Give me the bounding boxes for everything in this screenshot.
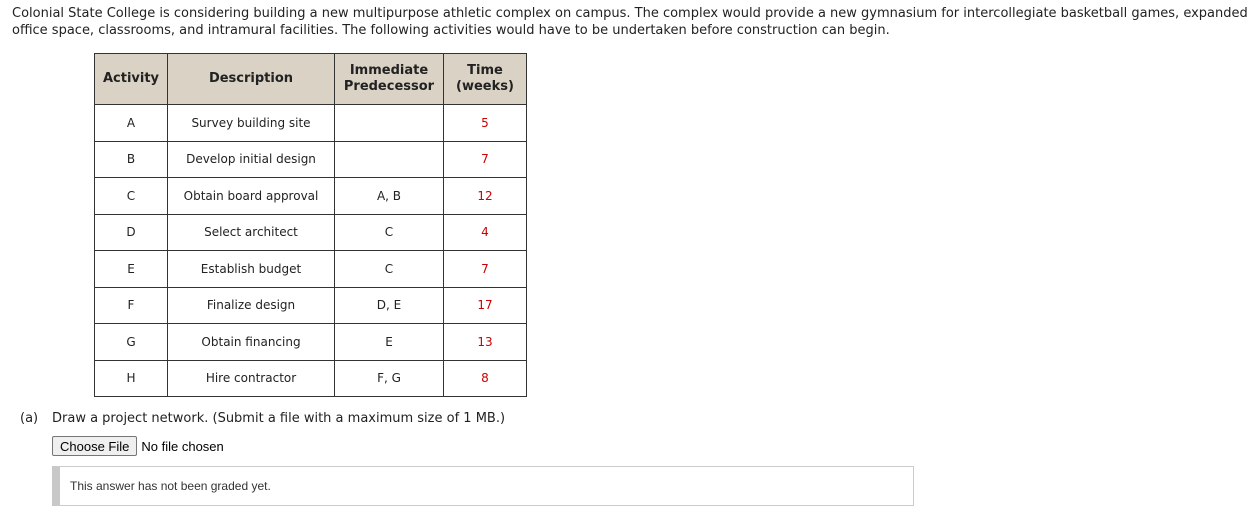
cell-description: Select architect <box>168 214 335 251</box>
file-upload <box>52 436 224 456</box>
cell-predecessor: D, E <box>335 287 444 324</box>
problem-intro: Colonial State College is considering building a new multipurpose athletic complex on campus. The complex would provide a new gymnasium for intercollegiate basketball games, expanded office space, classrooms, and intramural facilities. The following activities would have to be undertaken before construction can begin. <box>12 6 1248 38</box>
cell-time: 7 <box>444 141 527 178</box>
table-header-row <box>95 54 527 105</box>
header-time-line1: Time <box>467 63 503 78</box>
file-status-text: No file chosen <box>141 438 224 454</box>
cell-description: Finalize design <box>168 287 335 324</box>
cell-time: 17 <box>444 287 527 324</box>
table-row <box>95 251 527 288</box>
cell-predecessor <box>335 105 444 142</box>
cell-activity: E <box>95 251 168 288</box>
table-row <box>95 141 527 178</box>
grading-status-box <box>52 466 914 506</box>
choose-file-button[interactable]: Choose File <box>52 436 137 456</box>
table-row <box>95 178 527 215</box>
header-predecessor-line2: Predecessor <box>343 79 435 94</box>
header-activity: Activity <box>95 54 168 105</box>
cell-activity: F <box>95 287 168 324</box>
cell-predecessor: F, G <box>335 360 444 397</box>
cell-predecessor: C <box>335 251 444 288</box>
cell-description: Obtain board approval <box>168 178 335 215</box>
question-a <box>20 411 505 426</box>
cell-activity: G <box>95 324 168 361</box>
cell-predecessor: C <box>335 214 444 251</box>
header-description: Description <box>168 54 335 105</box>
cell-activity: B <box>95 141 168 178</box>
cell-description: Establish budget <box>168 251 335 288</box>
cell-time: 8 <box>444 360 527 397</box>
table-row <box>95 105 527 142</box>
header-predecessor <box>335 54 444 105</box>
cell-description: Develop initial design <box>168 141 335 178</box>
cell-description: Survey building site <box>168 105 335 142</box>
header-time-line2: (weeks) <box>456 79 514 94</box>
cell-predecessor <box>335 141 444 178</box>
cell-activity: H <box>95 360 168 397</box>
cell-time: 5 <box>444 105 527 142</box>
table-row <box>95 360 527 397</box>
header-predecessor-line1: Immediate <box>349 63 429 78</box>
cell-time: 4 <box>444 214 527 251</box>
cell-activity: D <box>95 214 168 251</box>
cell-description: Hire contractor <box>168 360 335 397</box>
cell-predecessor: A, B <box>335 178 444 215</box>
table-row <box>95 287 527 324</box>
question-label: (a) <box>20 411 39 426</box>
cell-description: Obtain financing <box>168 324 335 361</box>
table-row <box>95 324 527 361</box>
cell-activity: C <box>95 178 168 215</box>
cell-predecessor: E <box>335 324 444 361</box>
table-row <box>95 214 527 251</box>
activity-table <box>94 53 527 397</box>
header-time <box>444 54 527 105</box>
question-text: Draw a project network. (Submit a file with a maximum size of 1 MB.) <box>52 411 506 426</box>
cell-time: 7 <box>444 251 527 288</box>
cell-time: 12 <box>444 178 527 215</box>
cell-time: 13 <box>444 324 527 361</box>
cell-activity: A <box>95 105 168 142</box>
grading-status-text: This answer has not been graded yet. <box>70 479 271 493</box>
